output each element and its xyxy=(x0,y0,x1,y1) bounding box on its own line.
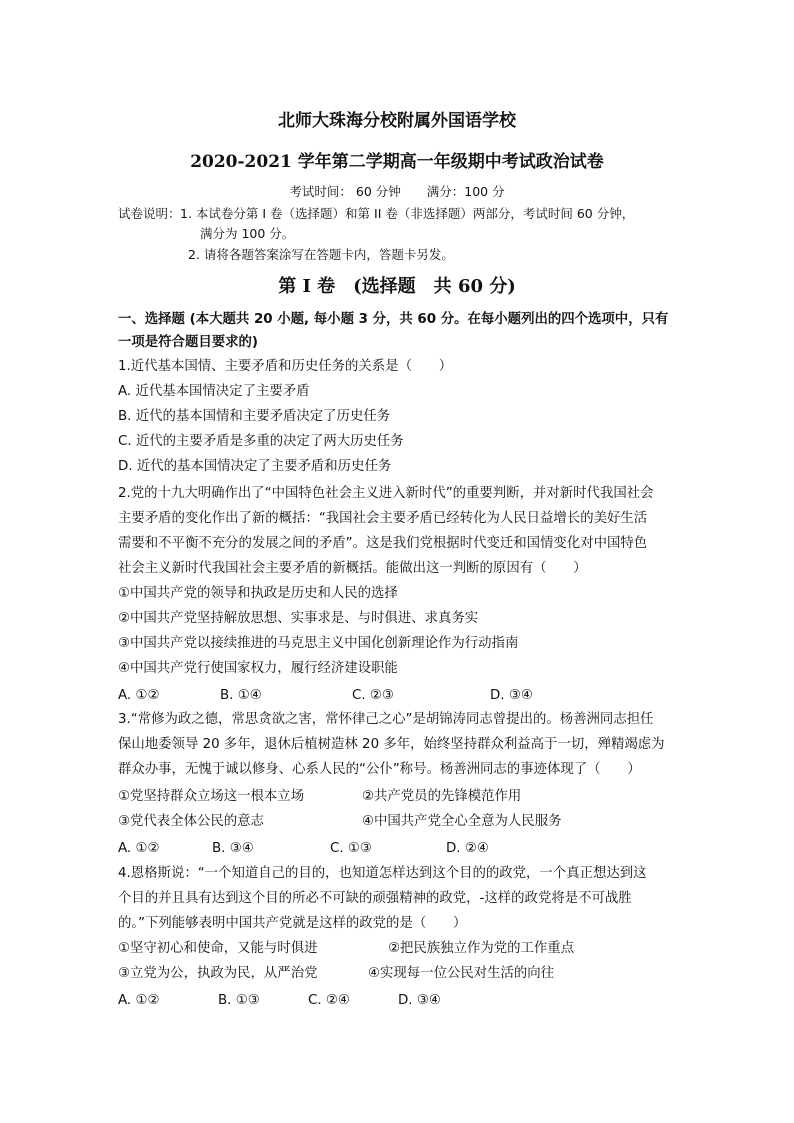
q2-option-c: C. ②③ xyxy=(352,688,394,703)
q1-option-a: A. 近代基本国情决定了主要矛盾 xyxy=(118,384,310,399)
q1-stem: 1.近代基本国情、主要矛盾和历史任务的关系是（ ） xyxy=(118,359,453,374)
q3-option-d: D. ②④ xyxy=(446,841,489,856)
q3-statement-4: ④中国共产党全心全意为人民服务 xyxy=(362,814,562,829)
q2-statement-1: ①中国共产党的领导和执政是历史和人民的选择 xyxy=(118,586,398,601)
instruction-item-1: 1. 本试卷分第 I 卷（选择题）和第 II 卷（非选择题）两部分，考试时间 60 分钟， xyxy=(180,206,635,221)
q3-option-b: B. ③④ xyxy=(212,841,254,856)
q3-statement-2: ②共产党员的先锋模范作用 xyxy=(362,789,522,804)
exam-info xyxy=(0,182,794,200)
q2-statement-2: ②中国共产党坚持解放思想、实事求是、与时俱进、求真务实 xyxy=(118,611,479,626)
q4-stem-3: 的。”下列能够表明中国共产党就是这样的政党的是（ ） xyxy=(118,916,467,931)
q4-stem-1: 4.恩格斯说：“一个知道自己的目的，也知道怎样达到这个目的的政党，一个真正想达到这 xyxy=(118,866,647,881)
q1-option-c: C. 近代的主要矛盾是多重的决定了两大历史任务 xyxy=(118,434,404,449)
q4-statement-3: ③立党为公，执政为民，从严治党 xyxy=(118,966,318,981)
instruction-item-1-cont: 满分为 100 分。 xyxy=(200,226,295,241)
part-title: 第 I 卷 (选择题 共 60 分) xyxy=(278,276,516,297)
q2-statement-3: ③中国共产党以接续推进的马克思主义中国化创新理论作为行动指南 xyxy=(118,636,519,651)
exam-title: 2020-2021 学年第二学期高一年级期中考试政治试卷 xyxy=(190,152,604,172)
q2-option-b: B. ①④ xyxy=(220,688,262,703)
exam-time: 考试时间： 60 分钟 xyxy=(289,184,401,199)
q4-option-a: A. ①② xyxy=(118,993,160,1008)
section-heading: 一、选择题 (本大题共 20 小题, 每小题 3 分，共 60 分。在每小题列出的四个选项中，只有 xyxy=(118,312,669,327)
school-name: 北师大珠海分校附属外国语学校 xyxy=(278,111,516,131)
q2-option-d: D. ③④ xyxy=(490,688,533,703)
instructions-label: 试卷说明： xyxy=(118,206,181,221)
q2-stem-1: 2.党的十九大明确作出了“中国特色社会主义进入新时代”的重要判断，并对新时代我国社会 xyxy=(118,486,654,501)
full-score: 满分：100 分 xyxy=(426,184,505,199)
q2-statement-4: ④中国共产党行使国家权力，履行经济建设职能 xyxy=(118,661,398,676)
q4-option-b: B. ①③ xyxy=(218,993,260,1008)
q3-statement-3: ③党代表全体公民的意志 xyxy=(118,814,264,829)
q4-option-c: C. ②④ xyxy=(308,993,350,1008)
q2-stem-2: 主要矛盾的变化作出了新的概括：“我国社会主要矛盾已经转化为人民日益增长的美好生活 xyxy=(118,511,648,526)
q4-option-d: D. ③④ xyxy=(398,993,441,1008)
q4-statement-2: ②把民族独立作为党的工作重点 xyxy=(388,941,575,956)
q4-statement-4: ④实现每一位公民对生活的向往 xyxy=(368,966,555,981)
q2-option-a: A. ①② xyxy=(118,688,160,703)
q3-option-a: A. ①② xyxy=(118,841,160,856)
q4-statement-1: ①坚守初心和使命，又能与时俱进 xyxy=(118,941,318,956)
q1-option-b: B. 近代的基本国情和主要矛盾决定了历史任务 xyxy=(118,409,391,424)
section-heading-cont: 一项是符合题目要求的) xyxy=(118,335,259,350)
q2-stem-3: 需要和不平衡不充分的发展之间的矛盾”。这是我们党根据时代变迁和国情变化对中国特色 xyxy=(118,536,648,551)
q3-statement-1: ①党坚持群众立场这一根本立场 xyxy=(118,789,305,804)
instruction-item-2: 2. 请将各题答案涂写在答题卡内，答题卡另发。 xyxy=(188,247,454,262)
q3-option-c: C. ①③ xyxy=(330,841,372,856)
q3-stem-3: 群众办事，无愧于诚以修身、心系人民的“公仆”称号。杨善洲同志的事迹体现了（ ） xyxy=(118,762,641,777)
q2-stem-4: 社会主义新时代我国社会主要矛盾的新概括。能做出这一判断的原因有（ ） xyxy=(118,561,587,576)
q1-option-d: D. 近代的基本国情决定了主要矛盾和历史任务 xyxy=(118,459,392,474)
q3-stem-2: 保山地委领导 20 多年，退休后植树造林 20 多年，始终坚持群众利益高于一切，殚精竭虑为 xyxy=(118,737,665,752)
q4-stem-2: 个目的并且具有达到这个目的所必不可缺的顽强精神的政党，-这样的政党将是不可战胜 xyxy=(118,891,632,906)
q3-stem-1: 3.“常修为政之德，常思贪欲之害，常怀律己之心”是胡锦涛同志曾提出的。杨善洲同志担任 xyxy=(118,712,654,727)
